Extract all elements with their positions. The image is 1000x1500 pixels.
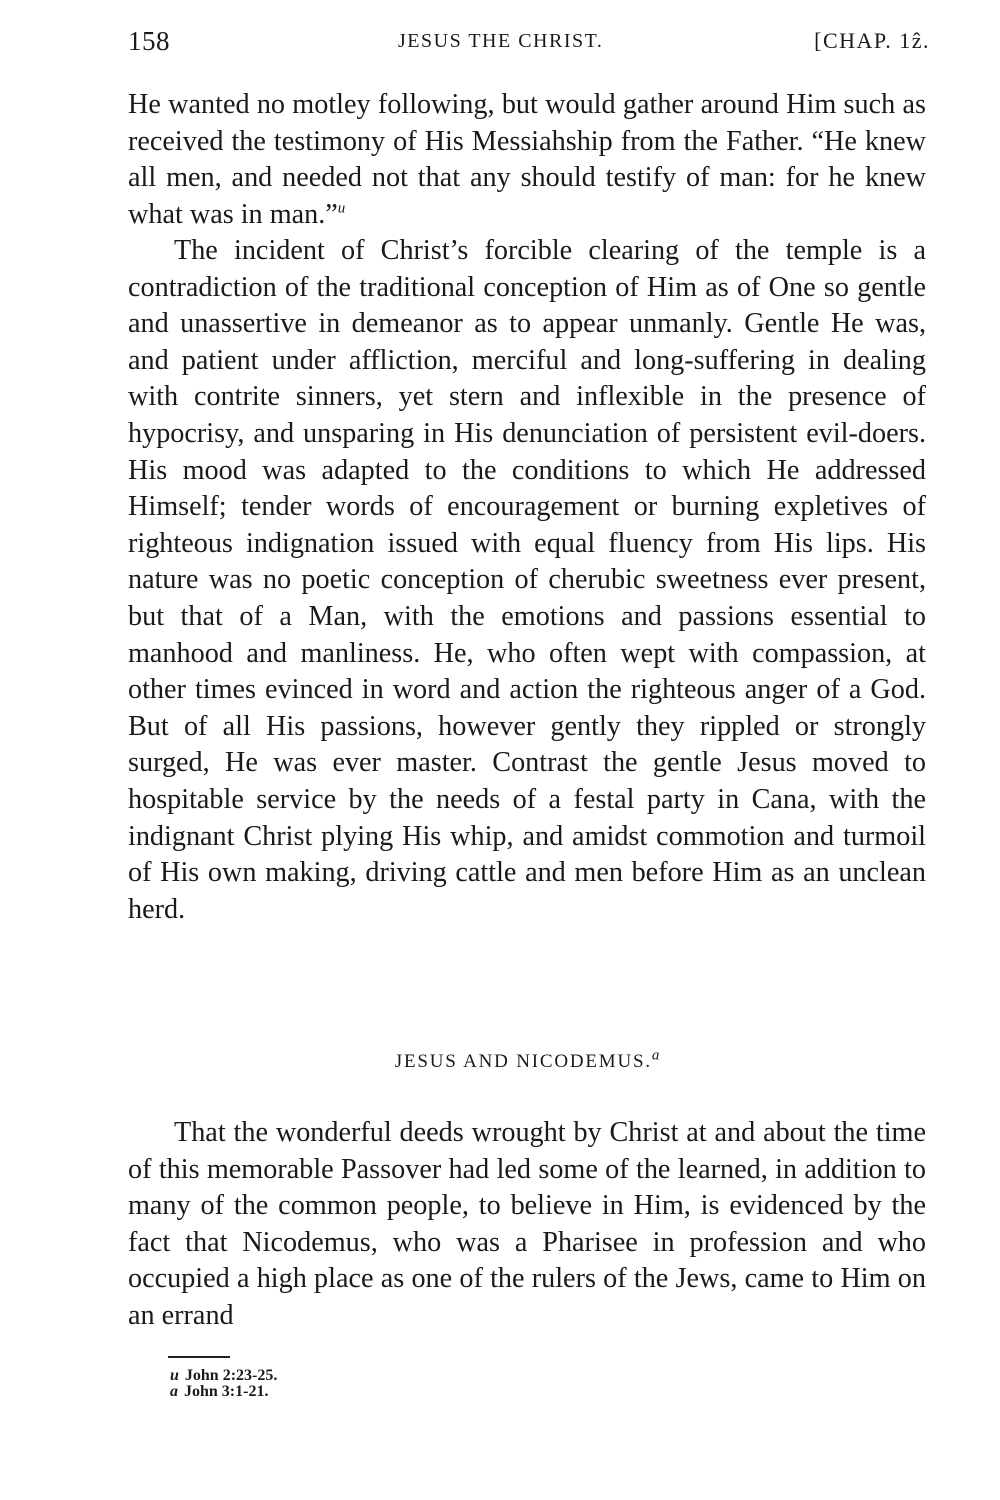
chapter-reference: [CHAP. 1ẑ. bbox=[814, 28, 930, 53]
section-heading-text: JESUS AND NICODEMUS. bbox=[394, 1051, 652, 1072]
footnote-mark: a bbox=[170, 1383, 178, 1400]
footnote-ref-u: u bbox=[337, 200, 346, 217]
footnote-ref-a: a bbox=[651, 1047, 662, 1064]
paragraph-2-text: The incident of Christ’s forcible clearing of the temple is a contradiction of the traditional conception of Him as of One so gentle and unassertive in demeanor as to appear unmanly. Gentle He was, and patient under affliction, merciful and long-suffering in dealing with contrite sinners, yet stern and inflexible in the presence of hypocrisy, and unsparing in His denunciation of persistent evil-doers. His mood was adapted to the conditions to which He addressed Himself; tender words of encouragement or burning expletives of righteous indignation issued with equal fluency from His lips. His nature was no poetic conception of cherubic sweetness ever present, but that of a Man, with the emotions and passions essential to manhood and manliness. He, who often wept with compassion, at other times evinced in word and action the righteous anger of a God. But of all His passions, however gently they rippled or strongly surged, He was ever master. Contrast the gentle Jesus moved to hospitable service by the needs of a festal party in Cana, with the indignant Christ plying His whip, and amidst commotion and turmoil of His own making, driving cattle and men before Him as an unclean herd. bbox=[128, 235, 926, 925]
footnote-divider bbox=[168, 1356, 230, 1358]
section-heading bbox=[128, 1047, 928, 1073]
footnote-text: John 2:23-25. bbox=[184, 1367, 278, 1384]
footnote-a bbox=[170, 1384, 277, 1400]
paragraph-3-text: That the wonderful deeds wrought by Christ at and about the time of this memorable Passover had led some of the learned, in addition to many of the common people, to believe in Him, is evidenced by the fact that Nicodemus, who was a Pharisee in profession and who occupied a high place as one of the rulers of the Jews, came to Him on an errand bbox=[128, 1117, 926, 1331]
footnote-mark: u bbox=[170, 1367, 179, 1384]
running-title: JESUS THE CHRIST. bbox=[398, 30, 604, 52]
paragraph-2 bbox=[128, 233, 926, 928]
footnotes bbox=[170, 1368, 277, 1400]
footnote-text: John 3:1-21. bbox=[184, 1383, 269, 1400]
running-head bbox=[128, 22, 930, 66]
paragraph-1 bbox=[128, 87, 926, 233]
paragraph-1-text: He wanted no motley following, but would gather around Him such as received the testimony of His Messiahship from the Father. “He knew all men, and needed not that any should testify of man: for he knew what was in man.” bbox=[128, 89, 926, 230]
page-number: 158 bbox=[128, 26, 170, 56]
paragraph-3 bbox=[128, 1115, 926, 1335]
footnote-u bbox=[170, 1368, 277, 1384]
